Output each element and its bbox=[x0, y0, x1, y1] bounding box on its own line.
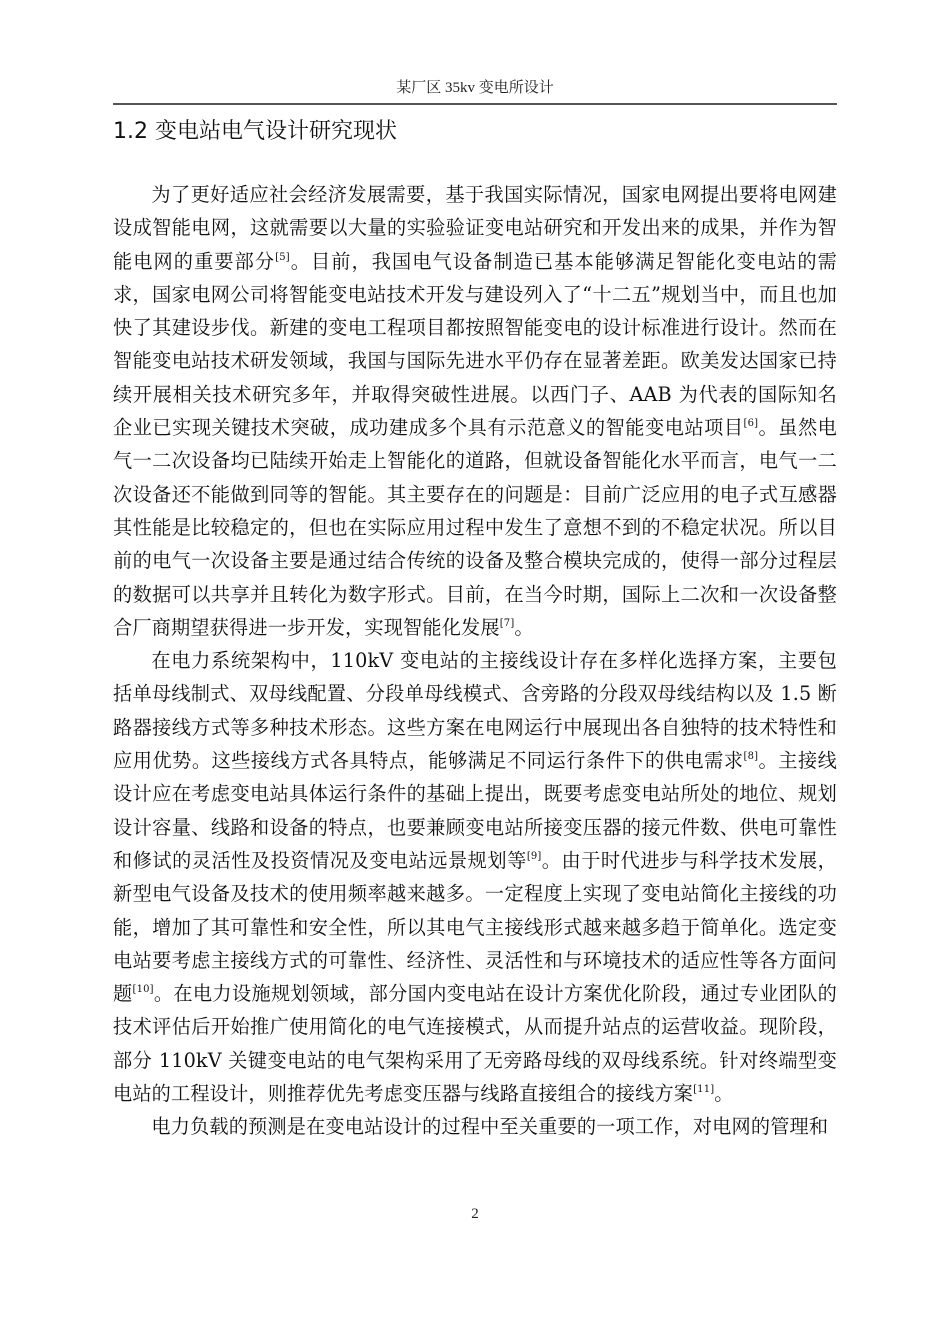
text-run: 。主接线设计应在考虑变电站具体运行条件的基础上提出，既要考虑变电站所处的地位、规划设计容量、线路和设备的特点，也要兼顾变电站所接变压器的接元件数、供电可靠性和修试的灵活性及投资情况及变电站远景规划等 bbox=[113, 749, 837, 872]
text-run: 。 bbox=[514, 615, 534, 639]
text-run: 。目前，我国电气设备制造已基本能够满足智能化变电站的需求，国家电网公司将智能变电站技术开发与建设列入了“十二五”规划当中，而且也加快了其建设步伐。新建的变电工程项目都按照智能变电的设计标准进行设计。然而在智能变电站技术研发领域，我国与国际先进水平仍存在显著差距。欧美发达国家已持续开展相关技术研究多年，并取得突破性进展。以西门子、AAB 为代表的国际知名企业已实现关键技术突破，成功建成多个具有示范意义的智能变电站项目 bbox=[113, 249, 837, 440]
running-header: 某厂区 35kv 变电所设计 bbox=[396, 80, 554, 96]
text-run: 。在电力设施规划领域，部分国内变电站在设计方案优化阶段，通过专业团队的技术评估后开始推广使用简化的电气连接模式，从而提升站点的运营收益。现阶段，部分 110kV 关键变电站的电气架构采用了无旁路母线的双母线系统。针对终端型变电站的工程设计，则推荐优先考虑变压器与线路直接组合的接线方案 bbox=[113, 982, 837, 1106]
body-text bbox=[113, 178, 837, 1144]
text-run: 在电力系统架构中，110kV 变电站的主接线设计存在多样化选择方案，主要包括单母线制式、双母线配置、分段单母线模式、含旁路的分段双母线结构以及 1.5 断路器接线方式等多种技术形态。这些方案在电网运行中展现出各自独特的技术特性和应用优势。这些接线方式各具特点，能够满足不同运行条件下的供电需求 bbox=[113, 649, 837, 773]
paragraph bbox=[113, 178, 837, 644]
citation: [10] bbox=[132, 984, 154, 996]
text-run: 。 bbox=[714, 1082, 734, 1106]
citation: [11] bbox=[693, 1084, 715, 1096]
paragraph bbox=[113, 644, 837, 1110]
section-title: 1.2 变电站电气设计研究现状 bbox=[113, 119, 397, 144]
citation: [7] bbox=[499, 617, 515, 629]
text-run: 为了更好适应社会经济发展需要，基于我国实际情况，国家电网提出要将电网建设成智能电网，这就需要以大量的实验验证变电站研究和开发出来的成果，并作为智能电网的重要部分 bbox=[113, 183, 837, 273]
text-run: 。虽然电气一二次设备均已陆续开始走上智能化的道路，但就设备智能化水平而言，电气一二次设备还不能做到同等的智能。其主要存在的问题是：目前广泛应用的电子式互感器其性能是比较稳定的，但也在实际应用过程中发生了意想不到的不稳定状况。所以目前的电气一次设备主要是通过结合传统的设备及整合模块完成的，使得一部分过程层的数据可以共享并且转化为数字形式。目前，在当今时期，国际上二次和一次设备整合厂商期望获得进一步开发，实现智能化发展 bbox=[113, 416, 837, 639]
citation: [5] bbox=[275, 251, 290, 263]
citation: [6] bbox=[743, 418, 759, 430]
header-divider bbox=[113, 103, 837, 105]
paragraph bbox=[113, 1110, 837, 1143]
text-run: 电力负载的预测是在变电站设计的过程中至关重要的一项工作，对电网的管理和 bbox=[151, 1115, 829, 1139]
text-run: 。由于时代进步与科学技术发展，新型电气设备及技术的使用频率越来越多。一定程度上实现了变电站简化主接线的功能，增加了其可靠性和安全性，所以其电气主接线形式越来越多趋于简单化。选定变电站要考虑主接线方式的可靠性、经济性、灵活性和与环境技术的适应性等各方面问题 bbox=[113, 848, 838, 1006]
citation: [9] bbox=[526, 850, 542, 862]
citation: [8] bbox=[743, 751, 759, 763]
page-number: 2 bbox=[471, 1206, 479, 1222]
